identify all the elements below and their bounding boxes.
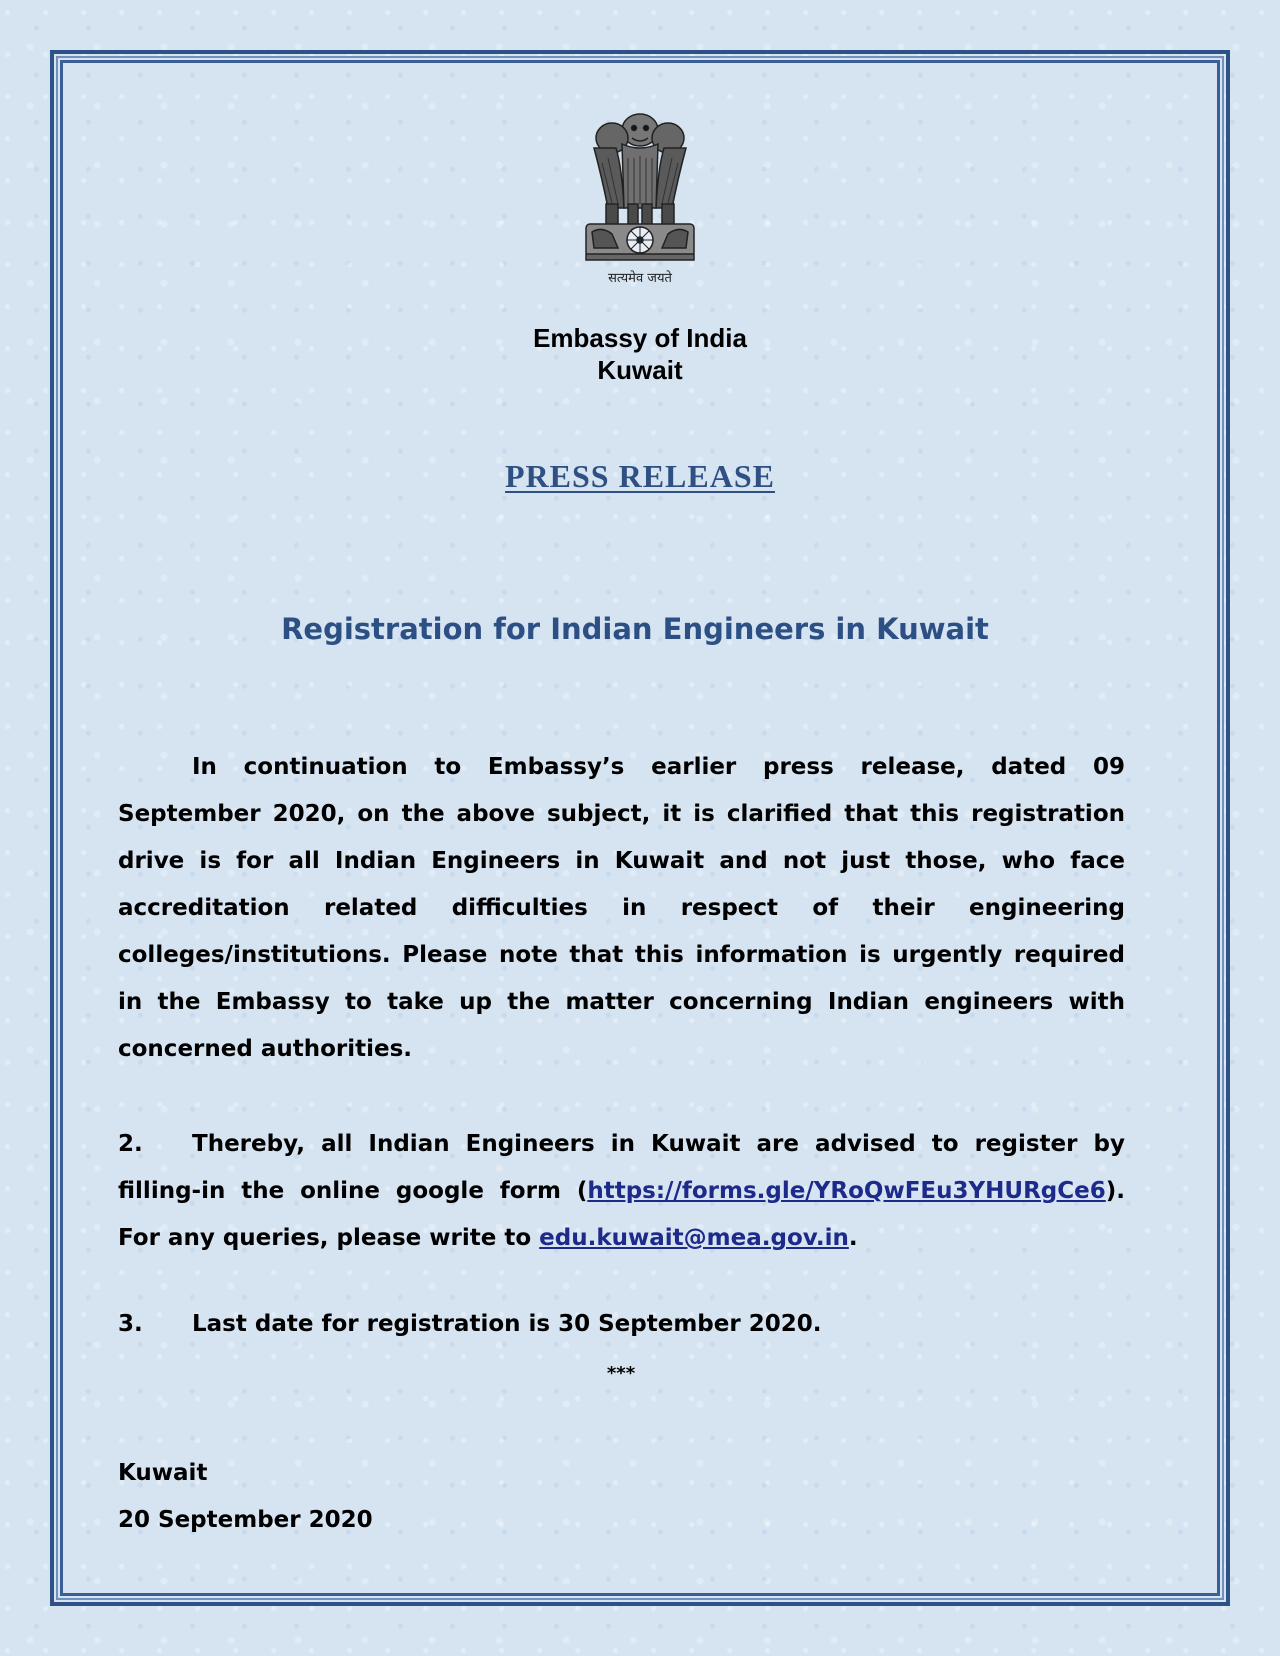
paragraph-3 — [118, 1311, 821, 1337]
queries-text: For any queries, please write to — [118, 1225, 540, 1251]
separator: *** — [606, 1363, 636, 1384]
google-form-link[interactable]: https://forms.gle/YRoQwFEu3YHURgCe6 — [587, 1178, 1106, 1204]
paragraph-2-text-end: ). — [1105, 1178, 1125, 1204]
email-link[interactable]: edu.kuwait@mea.gov.in — [539, 1225, 849, 1251]
press-release-heading — [0, 458, 1280, 495]
release-date: 20 September 2020 — [118, 1507, 373, 1533]
press-release-label: PRESS RELEASE — [505, 458, 775, 494]
paragraph-2 — [118, 1121, 1125, 1262]
state-emblem-icon — [572, 108, 708, 290]
emblem-motto: सत्यमेव जयते — [608, 271, 672, 286]
place: Kuwait — [118, 1460, 208, 1486]
paragraph-1: In continuation to Embassy’s earlier press release, dated 09 September 2020, on the above subject, it is clarified that this registration drive is for all Indian Engineers in Kuwait and not just those, who face accreditation related difficulties in respect of their engineering colleges/institutions. Please note that this information is urgently required in the Embassy to take up the matter concerning Indian engineers with concerned authorities. — [118, 754, 1125, 1062]
embassy-location: Kuwait — [597, 355, 683, 385]
subject-heading: Registration for Indian Engineers in Kuwait — [281, 612, 989, 646]
embassy-name: Embassy of India — [533, 323, 747, 353]
paragraph-2-number: 2. — [118, 1131, 143, 1157]
queries-end: . — [848, 1225, 858, 1251]
paragraph-3-number: 3. — [118, 1311, 143, 1337]
paragraph-2-text: Thereby, all Indian Engineers in Kuwait are advised to register by filling-in the online google form ( — [118, 1131, 1125, 1204]
paragraph-3-text: Last date for registration is 30 September 2020. — [192, 1311, 822, 1337]
